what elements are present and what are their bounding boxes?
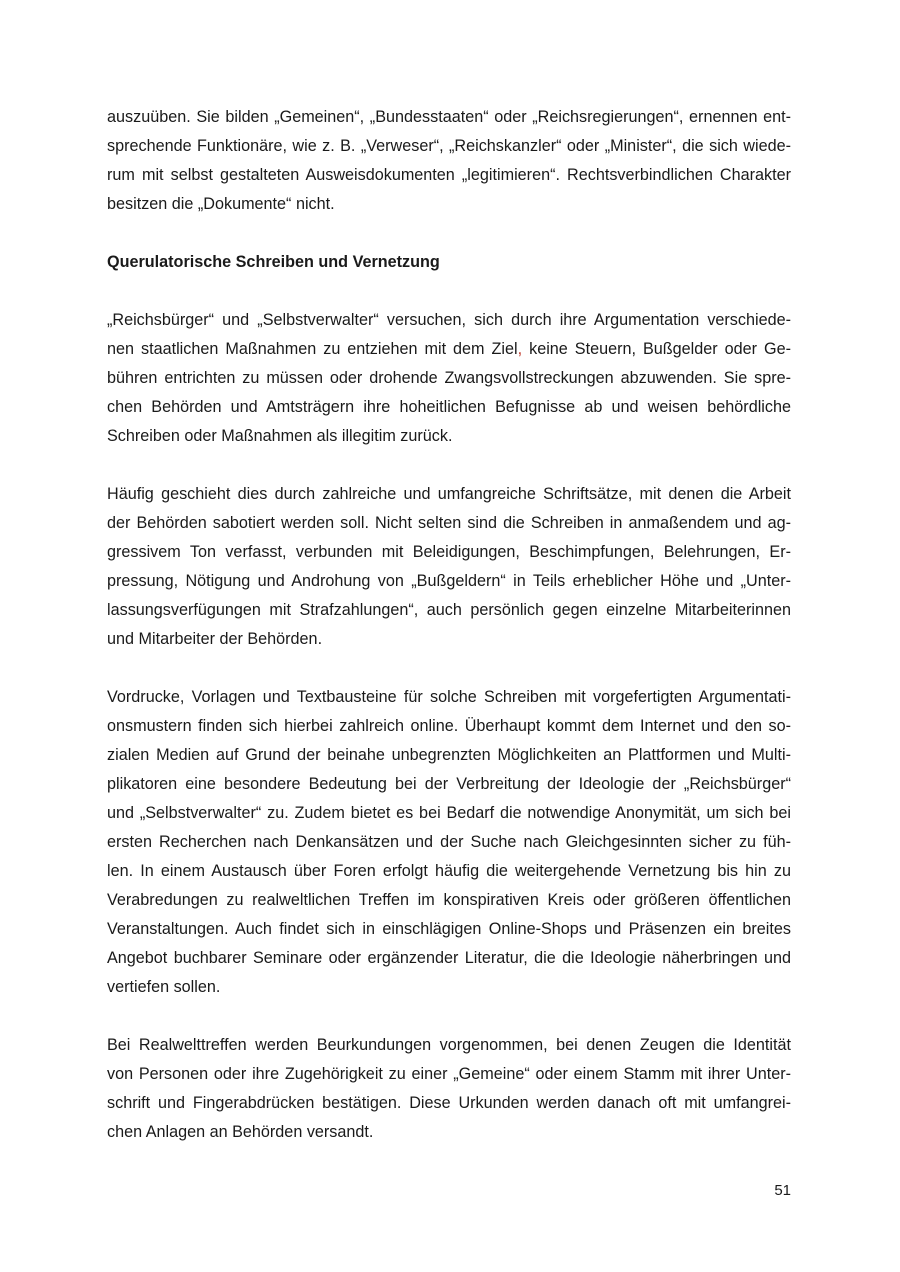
text-fragment: nen staatlichen Maßnahmen zu entziehen mit dem Ziel [107,340,518,358]
text-line: onsmustern finden sich hierbei zahlreich online. Überhaupt kommt dem Internet und den so- [107,717,791,735]
paragraph-1 [107,103,791,219]
text-line: Schreiben oder Maßnahmen als illegitim zurück. [107,427,453,445]
text-line: chen Anlagen an Behörden versandt. [107,1123,374,1141]
text-line: len. In einem Austausch über Foren erfolgt häufig die weitergehende Vernetzung bis hin zu [107,862,791,880]
paragraph-3 [107,480,791,654]
text-line: Verabredungen zu realweltlichen Treffen im konspirativen Kreis oder größeren öffentlichen [107,891,791,909]
text-line: rum mit selbst gestalteten Ausweisdokumenten „legitimieren“. Rechtsverbindlichen Charakter [107,166,791,184]
text-line: lassungsverfügungen mit Strafzahlungen“, auch persönlich gegen einzelne Mitarbeiterinnen [107,601,791,619]
text-line: bühren entrichten zu müssen oder drohende Zwangsvollstreckungen abzuwenden. Sie spre- [107,369,791,387]
text-line: chen Behörden und Amtsträgern ihre hoheitlichen Befugnisse ab und weisen behördliche [107,398,791,416]
highlighted-comma: , [517,340,523,358]
text-line: Häufig geschieht dies durch zahlreiche und umfangreiche Schriftsätze, mit denen die Arbeit [107,485,791,503]
text-line: plikatoren eine besondere Bedeutung bei der Verbreitung der Ideologie der „Reichsbürger“ [107,775,791,793]
text-fragment: keine Steuern, Bußgelder oder Ge- [522,340,792,358]
paragraph-4 [107,683,791,1002]
text-line: vertiefen sollen. [107,978,221,996]
text-line [107,335,791,364]
text-line: ersten Recherchen nach Denkansätzen und der Suche nach Gleichgesinnten sicher zu füh- [107,833,791,851]
page-number: 51 [774,1182,791,1199]
text-line: pressung, Nötigung und Androhung von „Bußgeldern“ in Teils erheblicher Höhe und „Unter- [107,572,791,590]
text-line: Bei Realwelttreffen werden Beurkundungen vorgenommen, bei denen Zeugen die Identität [107,1036,791,1054]
section-heading: Querulatorische Schreiben und Vernetzung [107,253,440,271]
text-line: besitzen die „Dokumente“ nicht. [107,195,335,213]
body-text [107,103,791,1176]
paragraph-2 [107,306,791,451]
text-line: Angebot buchbarer Seminare oder ergänzender Literatur, die die Ideologie näherbringen und [107,949,791,967]
text-line: auszuüben. Sie bilden „Gemeinen“, „Bundesstaaten“ oder „Reichsregierungen“, ernennen ent- [107,108,791,126]
text-line: und „Selbstverwalter“ zu. Zudem bietet es bei Bedarf die notwendige Anonymität, um sich bei [107,804,791,822]
text-line: von Personen oder ihre Zugehörigkeit zu einer „Gemeine“ oder einem Stamm mit ihrer Unter- [107,1065,791,1083]
text-line: Vordrucke, Vorlagen und Textbausteine für solche Schreiben mit vorgefertigten Argumentati- [107,688,791,706]
text-line: gressivem Ton verfasst, verbunden mit Beleidigungen, Beschimpfungen, Belehrungen, Er- [107,543,791,561]
text-line: sprechende Funktionäre, wie z. B. „Verweser“, „Reichskanzler“ oder „Minister“, die sich wiede- [107,137,791,155]
text-line: „Reichsbürger“ und „Selbstverwalter“ versuchen, sich durch ihre Argumentation verschiede- [107,311,791,329]
text-line: der Behörden sabotiert werden soll. Nicht selten sind die Schreiben in anmaßendem und ag- [107,514,791,532]
paragraph-5 [107,1031,791,1147]
text-line: zialen Medien auf Grund der beinahe unbegrenzten Möglichkeiten an Plattformen und Multi- [107,746,791,764]
text-line: schrift und Fingerabdrücken bestätigen. Diese Urkunden werden danach oft mit umfangrei- [107,1094,791,1112]
text-line: und Mitarbeiter der Behörden. [107,630,323,648]
text-line: Veranstaltungen. Auch findet sich in einschlägigen Online-Shops und Präsenzen ein breites [107,920,791,938]
